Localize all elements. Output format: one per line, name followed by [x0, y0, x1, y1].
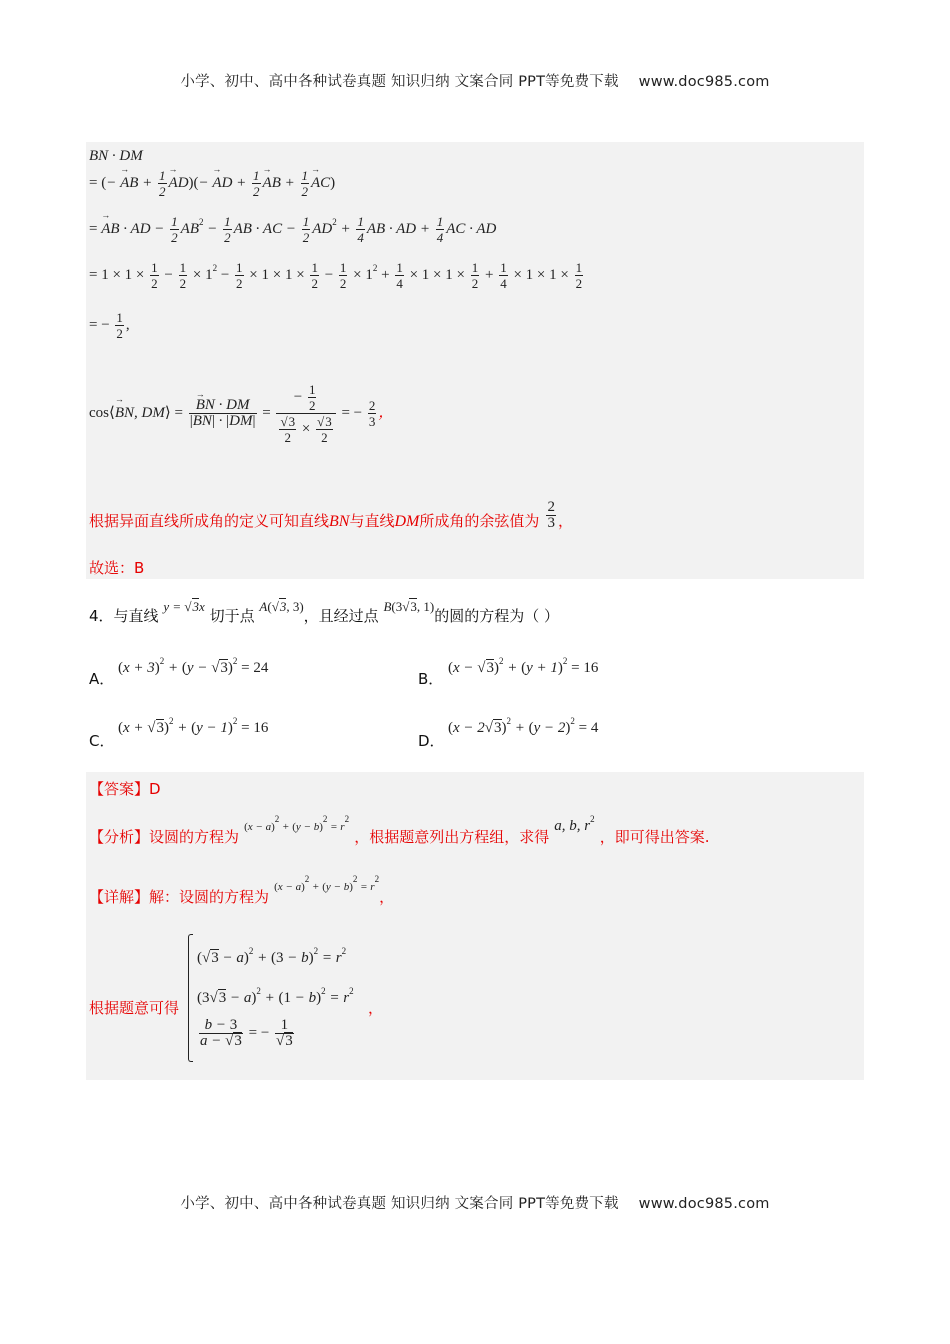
footer-site: www.doc985.com — [638, 1196, 770, 1212]
option-d-label[interactable]: D． — [418, 732, 445, 750]
analysis-text-2: ，根据题意列出方程组，求得 — [354, 828, 550, 846]
conclusion-fraction — [546, 500, 556, 531]
option-a-formula[interactable]: $(x + 3)^2 + (y - √3)^2 = 24$ — [118, 656, 269, 676]
system-eq-3: $\frac{b - 3}{a - √3}$ = − $\frac{1}{√3}$ — [200, 1017, 293, 1049]
system-intro: 根据题意可得 — [89, 999, 180, 1017]
detail-line — [89, 874, 395, 907]
formula-expansion-line1: = (− → AB + $\frac{1}{2}$ → AD)(− → AD + $\frac{1}{2}$ → AB + $\frac{1}{2}$ → AC) — [89, 168, 335, 199]
option-d-formula[interactable]: $(x - 2√3)^2 + (y - 2)^2 = 4$ — [448, 716, 599, 736]
analysis-text-1: 设圆的方程为 — [149, 828, 240, 846]
detail-tag: 【详解】 — [89, 888, 150, 906]
analysis-unknowns: a, b, $r^2$ — [554, 814, 595, 834]
formula-bn-dm: BN · DM — [89, 148, 143, 164]
option-b-label[interactable]: B． — [418, 670, 444, 688]
header-text: 小学、初中、高中各种试卷真题 知识归纳 文案合同 PPT等免费下载 — [180, 74, 619, 90]
system-eq-1: $(√3 - a)^2 + (3 - b)^2 = r^2$ — [197, 946, 347, 966]
option-b-formula[interactable]: $(x - √3)^2 + (y + 1)^2 = 16$ — [448, 656, 599, 676]
formula-numeric-line: = 1 × 1 × $\frac{1}{2}$ − $\frac{1}{2}$ × $1^2$ − $\frac{1}{2}$ × 1 × 1 × $\frac{1}{2}$ − $\frac{1}{2}$ × $1^2$ + $\frac{1}{4}$ × 1 × 1 × $\frac{1}{2}$ + $\frac{1}{4}$ × 1 × 1 × $\frac{1}{2}$ — [89, 260, 583, 291]
question-4 — [89, 599, 560, 626]
formula-result-line: = − $\frac{1}{2}$ , — [89, 310, 130, 341]
conclusion-tail: ， — [557, 512, 573, 530]
page-header — [0, 70, 950, 91]
q4-line-equation: y = √3x — [163, 599, 205, 614]
q4-text-3: ，且经过点 — [303, 607, 379, 625]
solution-choice: 故选：B — [89, 559, 145, 577]
q4-point-b: B(3√3, 1) — [383, 599, 435, 614]
analysis-line — [89, 814, 710, 847]
formula-cos-angle: cos⟨→ BN, DM⟩ = → $\frac{BN \cdot DM}{|BN| \cdot |DM|}$ = − $\frac{1}{2}$ $\frac{√3}{2}$ × $\frac{√3}{2}$ = − $\frac{2}{3}$ ， — [89, 382, 393, 445]
answer-line — [89, 778, 161, 799]
detail-text-2: ， — [379, 888, 395, 906]
formula-expansion-line2: = → AB · AD − $\frac{1}{2}$ $AB^2$ − $\frac{1}{2}$ AB · AC − $\frac{1}{2}$ $AD^2$ + $\frac{1}{4}$ AB · AD + $\frac{1}{4}$ AC · AD — [89, 214, 496, 245]
answer-value: D — [149, 780, 161, 798]
conclusion-text: 根据异面直线所成角的定义可知直线 — [89, 512, 330, 530]
page-footer — [0, 1192, 950, 1213]
analysis-circle-equation: (x − a)2 + (y − b)2 = r2 — [244, 814, 350, 833]
option-a-label[interactable]: A． — [89, 670, 115, 688]
header-site: www.doc985.com — [638, 74, 770, 90]
q4-text-1: 与直线 — [113, 607, 159, 625]
analysis-text-3: ，即可得出答案. — [599, 828, 710, 846]
q4-point-a: A(√3, 3) — [259, 599, 304, 614]
answer-tag: 【答案】 — [89, 780, 150, 798]
system-tail: ， — [368, 999, 384, 1017]
q4-number: 4． — [89, 607, 114, 625]
q4-text-2: 切于点 — [209, 607, 255, 625]
conclusion-dm: DM — [394, 513, 420, 530]
option-c-label[interactable]: C． — [89, 732, 115, 750]
conclusion-frac-num: 2 — [547, 499, 555, 515]
system-eq-2: $(3√3 - a)^2 + (1 - b)^2 = r^2$ — [197, 986, 354, 1006]
option-c-formula[interactable]: $(x + √3)^2 + (y - 1)^2 = 16$ — [118, 716, 269, 736]
conclusion-mid: 与直线 — [349, 512, 395, 530]
solution-conclusion — [89, 499, 573, 537]
conclusion-end: 所成角的余弦值为 — [419, 512, 540, 530]
conclusion-bn: BN — [329, 513, 350, 530]
q4-text-4: 的圆的方程为（ ） — [434, 607, 560, 625]
detail-text-1: 解：设圆的方程为 — [149, 888, 270, 906]
system-brace — [188, 934, 193, 1062]
detail-circle-equation: (x − a)2 + (y − b)2 = r2 — [274, 874, 380, 893]
footer-text: 小学、初中、高中各种试卷真题 知识归纳 文案合同 PPT等免费下载 — [180, 1196, 619, 1212]
conclusion-frac-den: 3 — [547, 515, 555, 531]
analysis-tag: 【分析】 — [89, 828, 150, 846]
